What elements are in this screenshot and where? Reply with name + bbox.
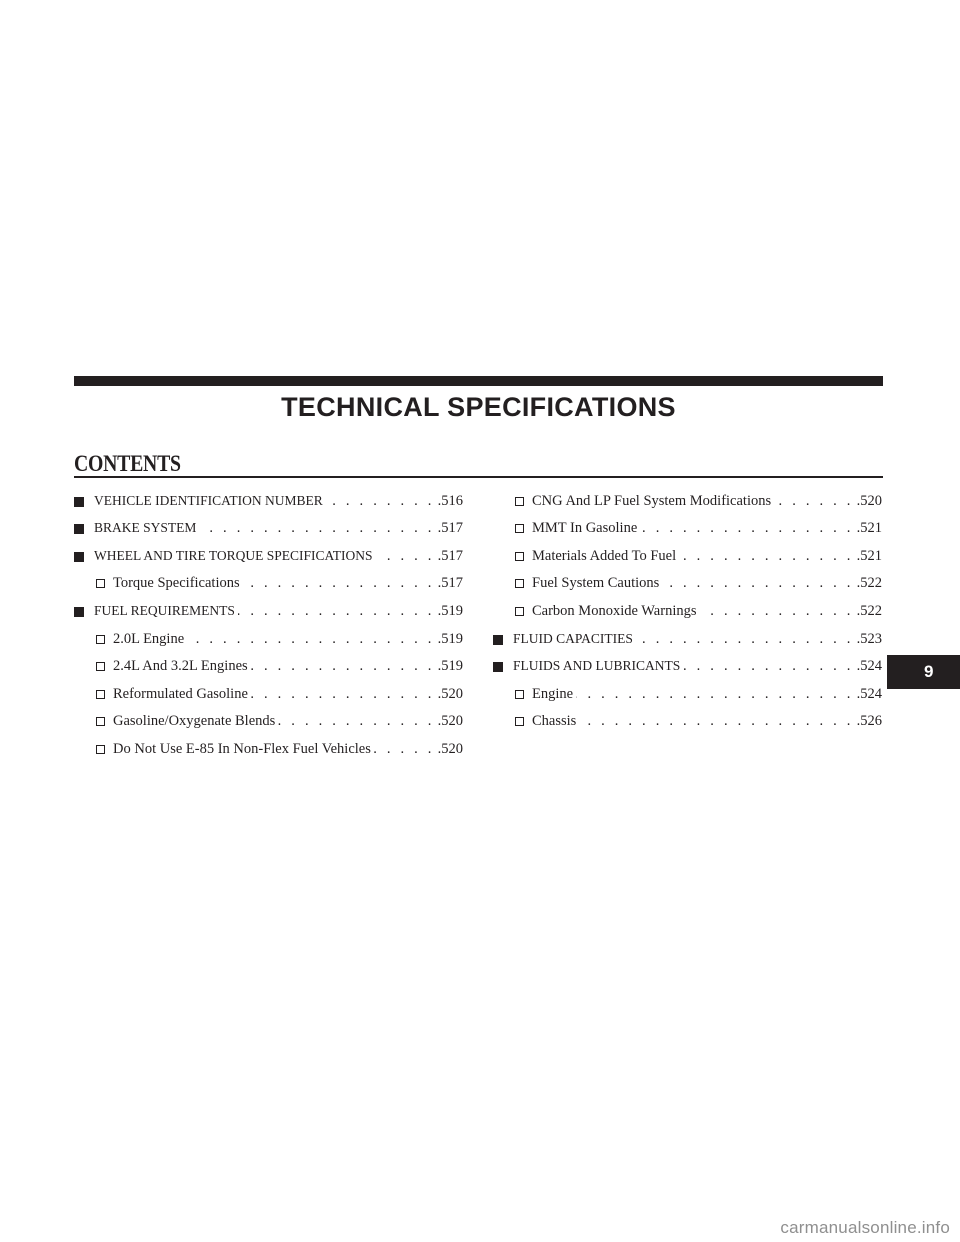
toc-entry-page: .521 [856, 547, 882, 564]
toc-entry-label: Fuel System Cautions [532, 575, 660, 592]
toc-entry-label: CNG And LP Fuel System Modifications [532, 492, 772, 509]
toc-entry-page: .524 [856, 658, 882, 675]
toc-entry-label: FUEL REQUIREMENTS [94, 602, 235, 618]
hollow-square-bullet-icon [515, 717, 524, 726]
toc-entry-label: Torque Specifications [113, 575, 240, 592]
dot-leader [251, 657, 435, 675]
dot-leader [700, 602, 854, 620]
hollow-square-bullet-icon [96, 579, 105, 588]
toc-entry[interactable] [493, 482, 882, 510]
toc-left-column [74, 482, 463, 758]
toc-entry[interactable] [74, 592, 463, 620]
toc-entry[interactable] [74, 648, 463, 676]
dot-leader [278, 712, 434, 730]
toc-entry[interactable] [74, 620, 463, 648]
toc-entry-label: VEHICLE IDENTIFICATION NUMBER [94, 492, 323, 508]
chapter-title: TECHNICAL SPECIFICATIONS [281, 392, 676, 422]
toc-entry[interactable] [493, 537, 882, 565]
square-bullet-icon [74, 552, 84, 562]
toc-entry-page: .517 [437, 547, 463, 564]
toc-entry-page: .517 [437, 520, 463, 537]
hollow-square-bullet-icon [96, 717, 105, 726]
toc-entry-label: Do Not Use E-85 In Non-Flex Fuel Vehicles [113, 740, 371, 757]
toc-entry-label: 2.4L And 3.2L Engines [113, 658, 248, 675]
toc-entry-page: .522 [856, 575, 882, 592]
hollow-square-bullet-icon [515, 497, 524, 506]
square-bullet-icon [74, 607, 84, 617]
toc-entry-label: WHEEL AND TIRE TORQUE SPECIFICATIONS [94, 547, 373, 563]
dot-leader [238, 602, 435, 620]
toc-entry-label: Chassis [532, 713, 577, 730]
toc-entry-page: .520 [437, 713, 463, 730]
dot-leader [374, 740, 435, 758]
hollow-square-bullet-icon [96, 662, 105, 671]
toc-entry-page: .520 [437, 685, 463, 702]
dot-leader [243, 574, 435, 592]
toc-entry-label: Carbon Monoxide Warnings [532, 602, 697, 619]
toc-entry[interactable] [74, 730, 463, 758]
toc-entry[interactable] [493, 648, 882, 676]
toc-entry-label: 2.0L Engine [113, 630, 185, 647]
square-bullet-icon [493, 662, 503, 672]
toc-entry[interactable] [493, 510, 882, 538]
toc-right-column [493, 482, 882, 730]
dot-leader [683, 657, 853, 675]
dot-leader [251, 685, 435, 703]
toc-entry-label: Materials Added To Fuel [532, 547, 677, 564]
toc-entry[interactable] [493, 675, 882, 703]
dot-leader [199, 519, 434, 537]
toc-entry[interactable] [74, 537, 463, 565]
hollow-square-bullet-icon [515, 524, 524, 533]
toc-entry-page: .519 [437, 602, 463, 619]
dot-leader [326, 492, 435, 510]
toc-entry-label: BRAKE SYSTEM [94, 520, 197, 536]
contents-heading: CONTENTS [74, 451, 181, 476]
toc-entry-page: .521 [856, 520, 882, 537]
toc-entry-label: Reformulated Gasoline [113, 685, 248, 702]
dot-leader [662, 574, 853, 592]
toc-entry-page: .526 [856, 713, 882, 730]
toc-entry[interactable] [493, 565, 882, 593]
dot-leader [579, 712, 853, 730]
chapter-tab[interactable]: 9 [887, 655, 960, 689]
toc-entry[interactable] [74, 703, 463, 731]
toc-entry[interactable] [74, 675, 463, 703]
contents-divider [74, 476, 883, 478]
watermark-text: carmanualsonline.info [780, 1218, 950, 1237]
toc-entry[interactable] [74, 565, 463, 593]
hollow-square-bullet-icon [515, 552, 524, 561]
hollow-square-bullet-icon [515, 690, 524, 699]
square-bullet-icon [74, 497, 84, 507]
hollow-square-bullet-icon [96, 635, 105, 644]
square-bullet-icon [493, 635, 503, 645]
hollow-square-bullet-icon [515, 607, 524, 616]
toc-entry-label: FLUIDS AND LUBRICANTS [513, 658, 681, 674]
toc-entry[interactable] [493, 620, 882, 648]
dot-leader [640, 519, 853, 537]
toc-entry-label: Engine [532, 685, 574, 702]
toc-entry-label: Gasoline/Oxygenate Blends [113, 713, 276, 730]
dot-leader [774, 492, 854, 510]
toc-entry-page: .516 [437, 492, 463, 509]
toc-entry-page: .524 [856, 685, 882, 702]
toc-entry-label: FLUID CAPACITIES [513, 630, 633, 646]
dot-leader [679, 547, 854, 565]
dot-leader [187, 630, 434, 648]
chapter-header-bar [74, 376, 883, 386]
toc-entry-page: .519 [437, 658, 463, 675]
hollow-square-bullet-icon [96, 745, 105, 754]
toc-entry[interactable] [493, 703, 882, 731]
hollow-square-bullet-icon [515, 579, 524, 588]
dot-leader [576, 685, 854, 703]
toc-entry-page: .520 [856, 492, 882, 509]
dot-leader [636, 630, 854, 648]
dot-leader [376, 547, 435, 565]
hollow-square-bullet-icon [96, 690, 105, 699]
toc-entry-page: .520 [437, 740, 463, 757]
toc-entry-page: .523 [856, 630, 882, 647]
toc-entry-page: .522 [856, 602, 882, 619]
toc-entry[interactable] [74, 510, 463, 538]
toc-entry[interactable] [493, 592, 882, 620]
toc-entry-label: MMT In Gasoline [532, 520, 638, 537]
toc-entry-page: .519 [437, 630, 463, 647]
toc-entry[interactable] [74, 482, 463, 510]
square-bullet-icon [74, 524, 84, 534]
toc-entry-page: .517 [437, 575, 463, 592]
